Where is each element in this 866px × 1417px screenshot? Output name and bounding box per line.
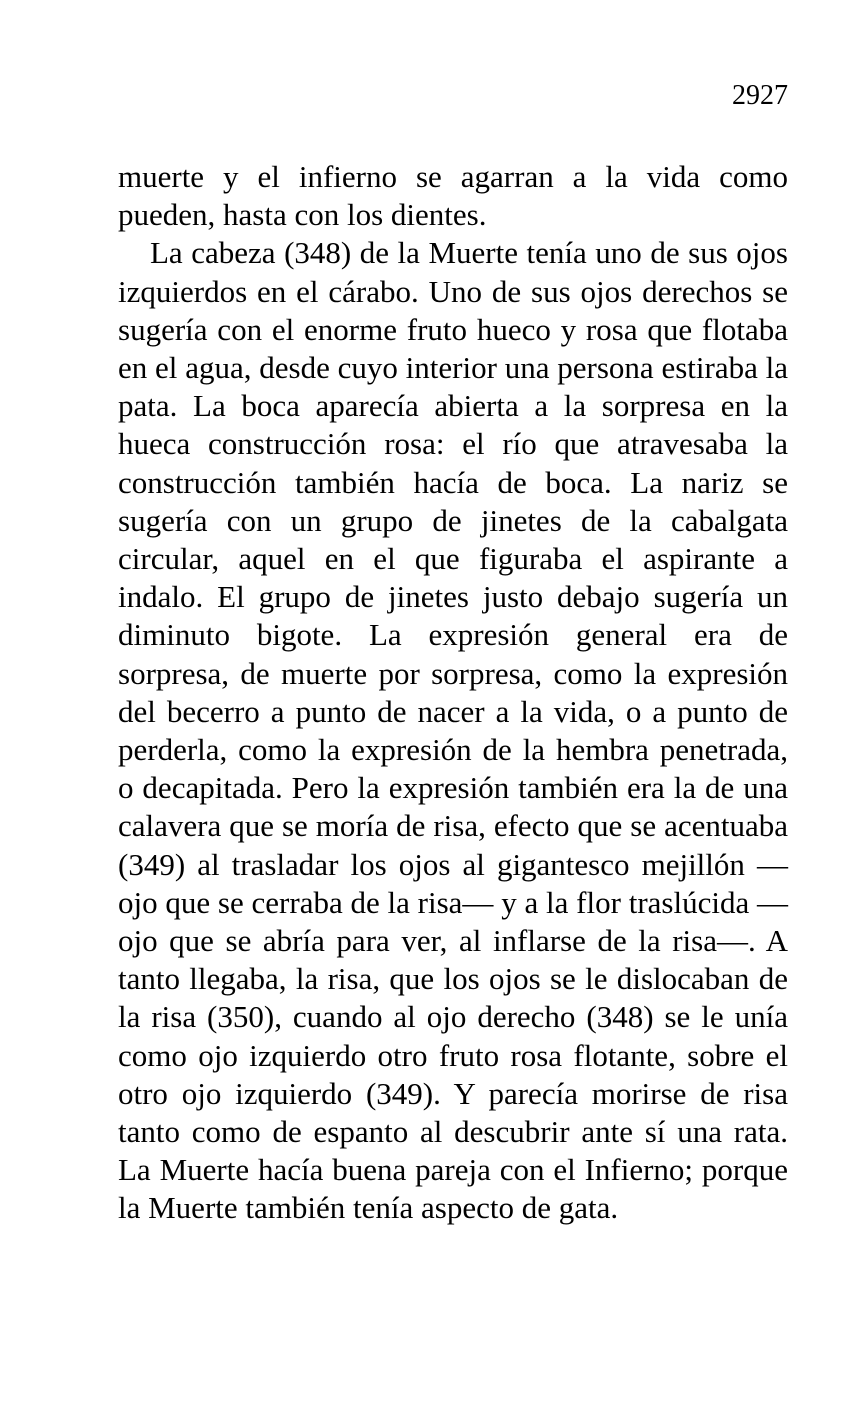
body-text bbox=[118, 158, 788, 1228]
paragraph-continuation: muerte y el infierno se agarran a la vida como pueden, hasta con los dientes. bbox=[118, 159, 788, 233]
paragraph-main: La cabeza (348) de la Muerte tenía uno de sus ojos izquierdos en el cárabo. Uno de sus ojos derechos se sugería con el enorme fruto hueco y rosa que flotaba en el agua, desde cuyo interior una persona estiraba la pata. La boca aparecía abierta a la sorpresa en la hueca construcción rosa: el río que atravesaba la construcción también hacía de boca. La nariz se sugería con un grupo de jinetes de la cabalgata circular, aquel en el que figuraba el aspirante a indalo. El grupo de jinetes justo debajo sugería un diminuto bigote. La expresión general era de sorpresa, de muerte por sorpresa, como la expresión del becerro a punto de nacer a la vida, o a punto de perderla, como la expresión de la hembra penetrada, o decapitada. Pero la expresión también era la de una calavera que se moría de risa, efecto que se acentuaba (349) al trasladar los ojos al gigantesco mejillón —ojo que se cerraba de la risa— y a la flor traslúcida —ojo que se abría para ver, al inflarse de la risa—. A tanto llegaba, la risa, que los ojos se le dislocaban de la risa (350), cuando al ojo derecho (348) se le unía como ojo izquierdo otro fruto rosa flotante, sobre el otro ojo izquierdo (349). Y parecía morirse de risa tanto como de espanto al descubrir ante sí una rata. La Muerte hacía buena pareja con el Infierno; porque la Muerte también tenía aspecto de gata. bbox=[118, 235, 788, 1226]
page-number: 2927 bbox=[732, 80, 788, 111]
